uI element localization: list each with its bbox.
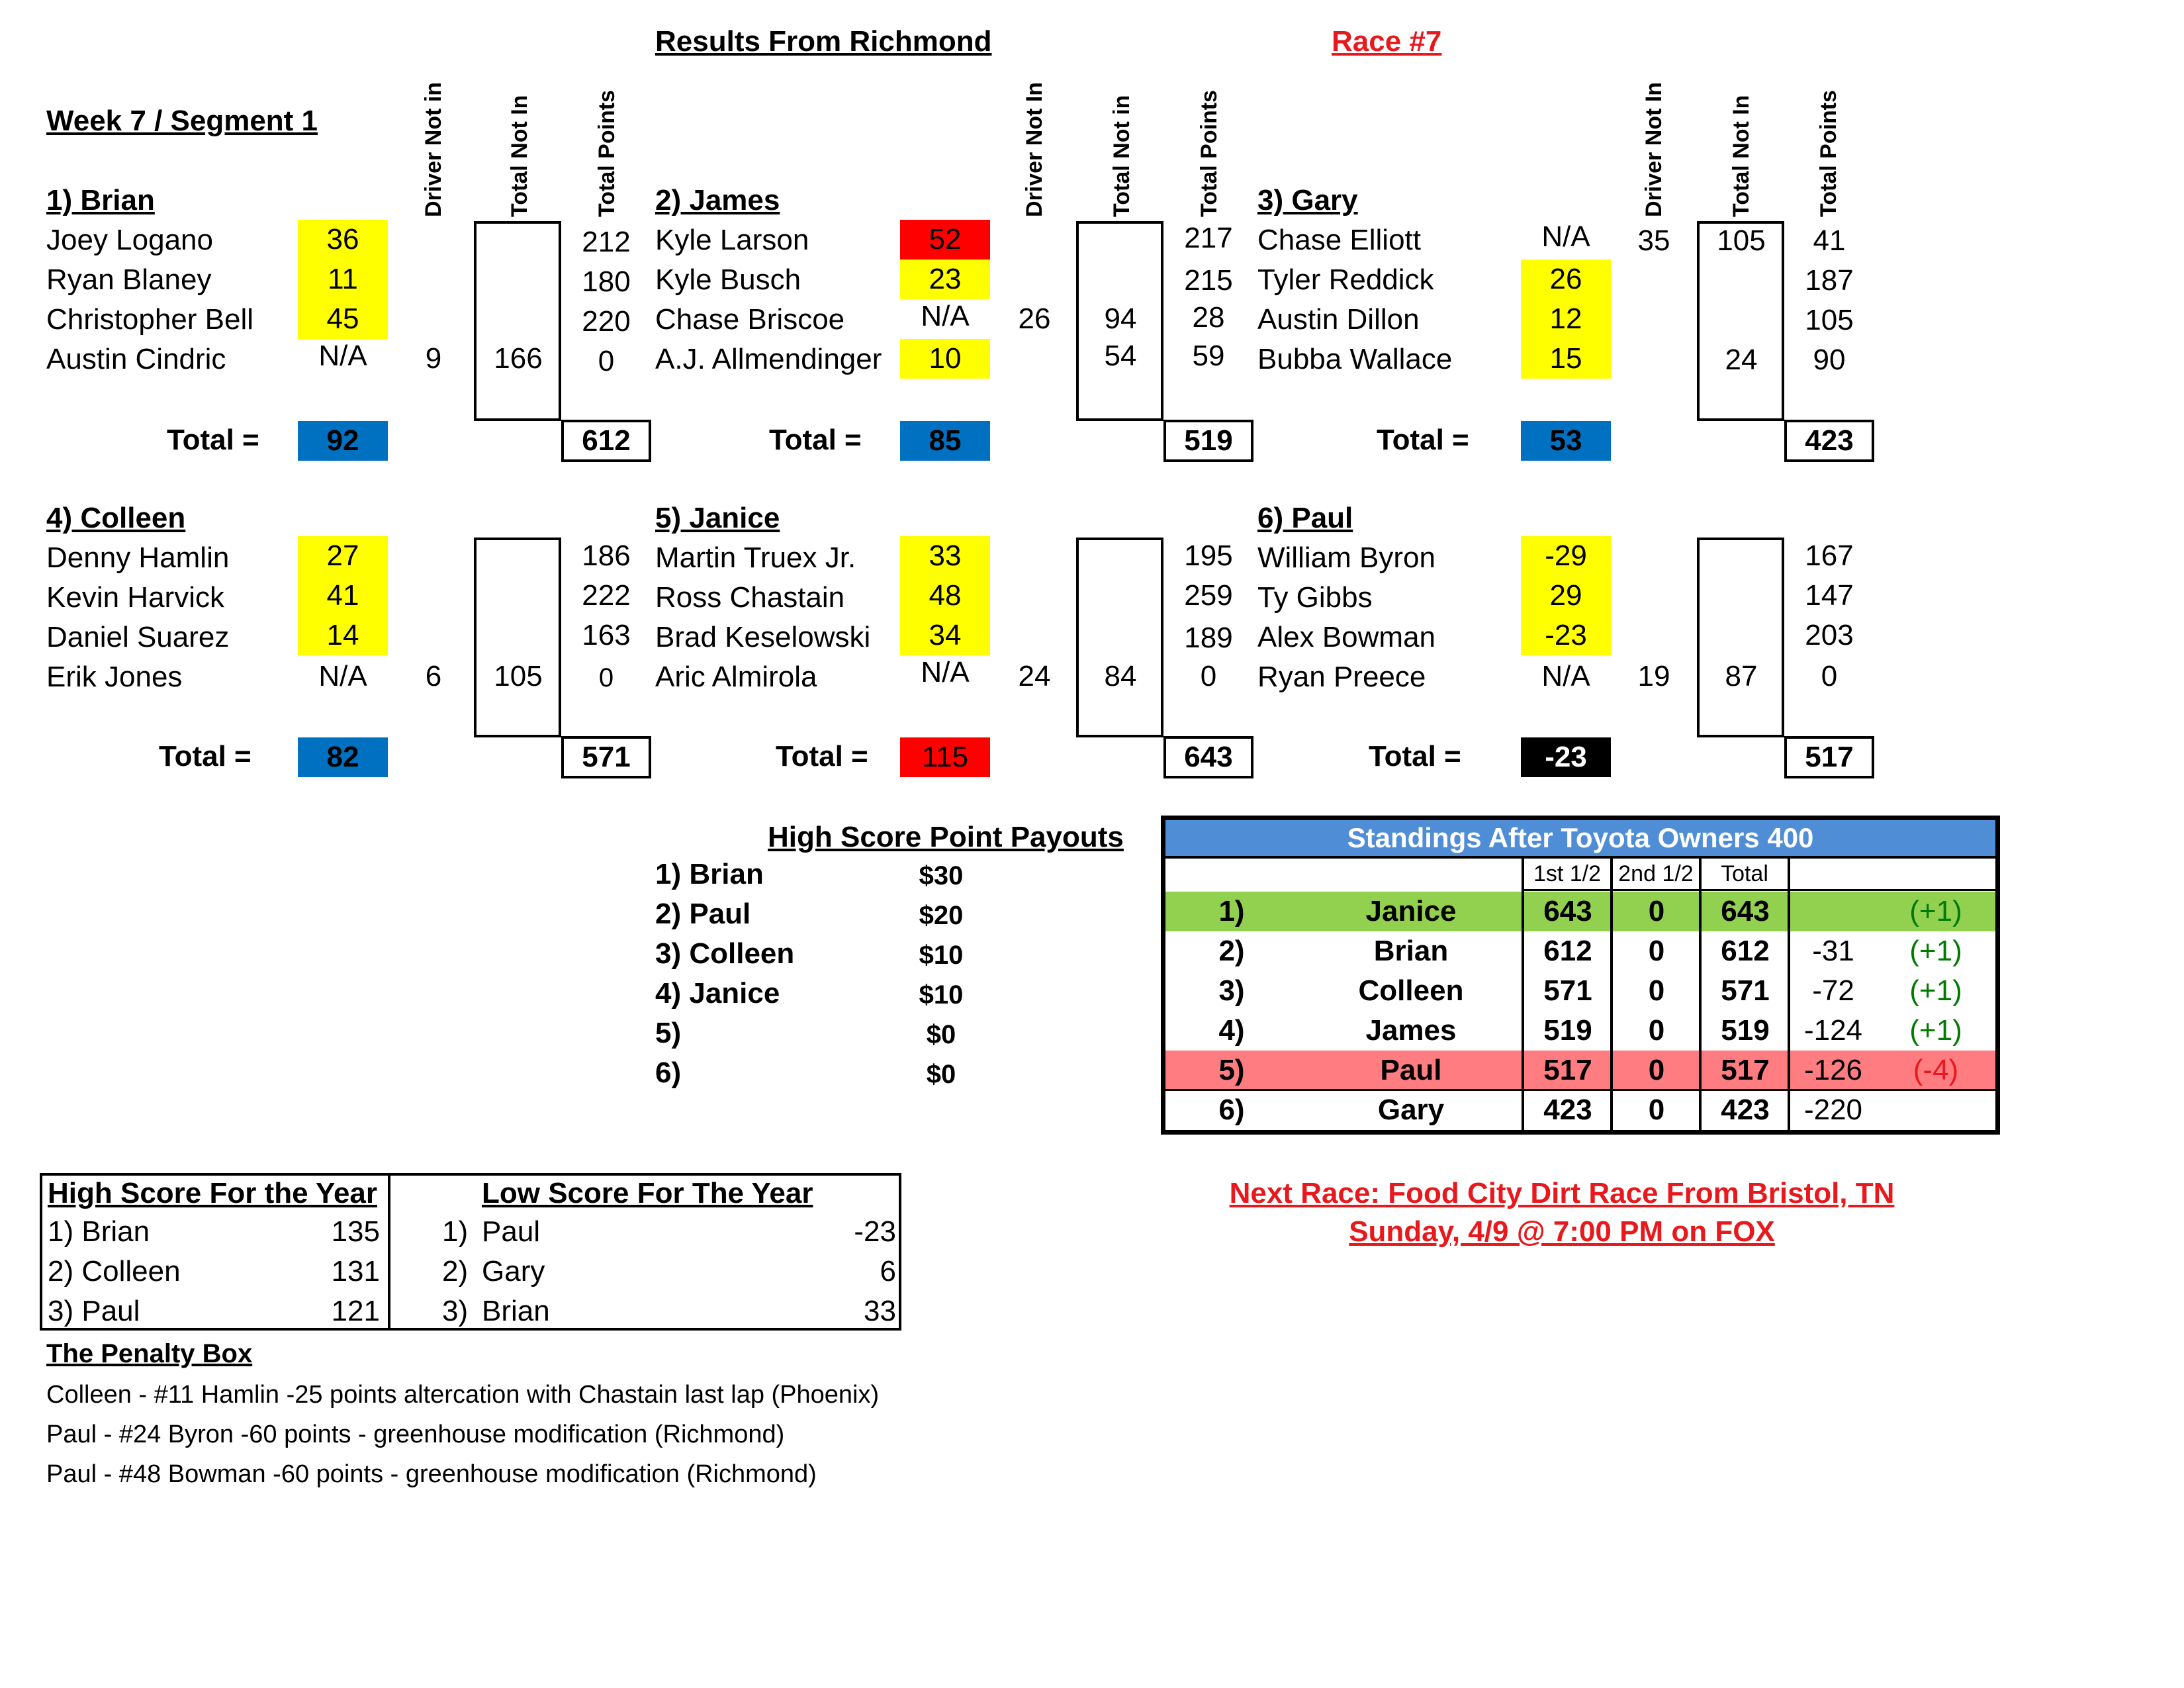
driver-points: 180 bbox=[582, 265, 631, 298]
penalty-line: Colleen - #11 Hamlin -25 points altercation with Chastain last lap (Phoenix) bbox=[46, 1381, 880, 1409]
team-name: 4) Colleen bbox=[46, 502, 186, 534]
table-row bbox=[1165, 892, 1995, 931]
rank: 1) bbox=[1218, 895, 1245, 927]
payout-amount: $0 bbox=[926, 1020, 956, 1049]
penalty-title: The Penalty Box bbox=[46, 1339, 253, 1368]
payout-name: 2) Paul bbox=[655, 898, 751, 930]
high-score-value: 135 bbox=[331, 1215, 380, 1248]
standings-title: Standings After Toyota Owners 400 bbox=[1165, 820, 1995, 859]
total-points: 612 bbox=[1721, 935, 1770, 967]
payout-name: 5) bbox=[655, 1017, 682, 1049]
col-second-half: 2nd 1/2 bbox=[1618, 861, 1694, 886]
driver-points: 147 bbox=[1805, 579, 1854, 612]
second-half-points: 0 bbox=[1648, 1094, 1665, 1126]
col-header-total-points: Total Points bbox=[1197, 89, 1222, 217]
low-score-rank: 3) bbox=[442, 1295, 469, 1327]
divider bbox=[1522, 856, 1524, 1130]
low-score-name: Gary bbox=[482, 1255, 545, 1288]
driver-name: Tyler Reddick bbox=[1257, 263, 1434, 296]
driver-points: 259 bbox=[1184, 579, 1233, 612]
driver-points: 163 bbox=[582, 619, 631, 651]
driver-points: 41 bbox=[1813, 224, 1846, 257]
second-half-points: 0 bbox=[1648, 935, 1665, 967]
next-race-line2: Sunday, 4/9 @ 7:00 PM on FOX bbox=[1349, 1215, 1775, 1248]
rank: 5) bbox=[1218, 1054, 1245, 1086]
driver-name: Denny Hamlin bbox=[46, 541, 230, 574]
rank: 2) bbox=[1218, 935, 1245, 967]
driver-points: 28 bbox=[1192, 301, 1225, 334]
driver-position: N/A bbox=[921, 656, 970, 688]
driver-points: 220 bbox=[582, 305, 631, 338]
driver-position: N/A bbox=[318, 660, 367, 692]
driver-position: -23 bbox=[1521, 616, 1611, 655]
driver-points: 59 bbox=[1192, 340, 1225, 372]
total-not-in-value: 54 bbox=[1104, 340, 1137, 372]
second-half-points: 0 bbox=[1648, 1014, 1665, 1047]
driver-position: 11 bbox=[298, 259, 388, 299]
table-row bbox=[1165, 1090, 1995, 1130]
total-label: Total = bbox=[769, 424, 862, 456]
high-score-name: 1) Brian bbox=[48, 1215, 150, 1248]
col-header-total-not-in: Total Not In bbox=[1729, 95, 1754, 217]
driver-not-in-value: 35 bbox=[1637, 224, 1670, 257]
total-label: Total = bbox=[159, 740, 251, 773]
year-scores-box bbox=[40, 1173, 901, 1331]
team-total: 92 bbox=[298, 421, 388, 461]
driver-points: 0 bbox=[1200, 660, 1217, 692]
driver-points: 167 bbox=[1805, 539, 1854, 572]
first-half-points: 517 bbox=[1543, 1054, 1592, 1086]
driver-points: 105 bbox=[1805, 304, 1854, 336]
driver-not-in-value: 19 bbox=[1637, 660, 1670, 692]
total-not-in-value: 84 bbox=[1104, 660, 1137, 692]
divider bbox=[1788, 856, 1790, 1130]
driver-position: 15 bbox=[1521, 339, 1611, 379]
next-race-line1: Next Race: Food City Dirt Race From Bristol, TN bbox=[1229, 1177, 1895, 1209]
driver-name: Christopher Bell bbox=[46, 303, 254, 336]
driver-name: Austin Cindric bbox=[46, 343, 226, 375]
low-score-value: 33 bbox=[864, 1295, 896, 1327]
col-header-driver-not-in: Driver Not In bbox=[1022, 81, 1047, 217]
team-total-points: 571 bbox=[561, 736, 651, 778]
total-not-in-box bbox=[1697, 538, 1784, 737]
driver-position: 45 bbox=[298, 299, 388, 339]
low-score-value: -23 bbox=[854, 1215, 896, 1248]
payout-name: 3) Colleen bbox=[655, 937, 795, 970]
driver-position: N/A bbox=[1541, 220, 1590, 253]
page-title: Results From Richmond bbox=[655, 25, 992, 58]
points-behind: -31 bbox=[1812, 935, 1854, 967]
total-points: 643 bbox=[1721, 895, 1770, 927]
high-score-title: High Score For the Year bbox=[48, 1177, 378, 1209]
total-not-in-box bbox=[474, 538, 561, 737]
team-name: 5) Janice bbox=[655, 502, 780, 534]
team-name: 2) James bbox=[655, 184, 780, 216]
driver-not-in-value: 24 bbox=[1018, 660, 1051, 692]
payout-amount: $10 bbox=[919, 941, 964, 970]
driver-position: 23 bbox=[900, 259, 990, 299]
owner-name: Janice bbox=[1365, 895, 1457, 927]
driver-points: 203 bbox=[1805, 619, 1854, 651]
driver-points: 187 bbox=[1805, 264, 1854, 297]
low-score-name: Paul bbox=[482, 1215, 541, 1248]
total-not-in-box bbox=[474, 221, 561, 421]
driver-position: N/A bbox=[318, 340, 367, 372]
first-half-points: 643 bbox=[1543, 895, 1592, 927]
payouts-title: High Score Point Payouts bbox=[768, 821, 1124, 853]
driver-name: Austin Dillon bbox=[1257, 303, 1420, 336]
driver-name: Chase Briscoe bbox=[655, 303, 845, 336]
team-total: 115 bbox=[900, 737, 990, 777]
driver-name: A.J. Allmendinger bbox=[655, 343, 882, 375]
driver-position: 27 bbox=[298, 536, 388, 576]
team-total-points: 517 bbox=[1784, 736, 1874, 778]
driver-name: Erik Jones bbox=[46, 661, 183, 693]
driver-points: 215 bbox=[1184, 264, 1233, 297]
driver-name: Kyle Larson bbox=[655, 224, 809, 256]
high-score-name: 2) Colleen bbox=[48, 1255, 181, 1288]
driver-position: 14 bbox=[298, 616, 388, 655]
rank-change: (+1) bbox=[1909, 895, 1962, 927]
points-behind: -72 bbox=[1812, 974, 1854, 1007]
driver-position: 48 bbox=[900, 576, 990, 616]
driver-points: 217 bbox=[1184, 222, 1233, 254]
payout-name: 1) Brian bbox=[655, 858, 764, 890]
first-half-points: 612 bbox=[1543, 935, 1592, 967]
payout-amount: $10 bbox=[919, 980, 964, 1009]
driver-name: Ty Gibbs bbox=[1257, 581, 1373, 614]
team-total-points: 643 bbox=[1163, 736, 1253, 778]
penalty-line: Paul - #48 Bowman -60 points - greenhouse modification (Richmond) bbox=[46, 1460, 817, 1488]
col-header-total-not-in: Total Not In bbox=[507, 95, 532, 217]
divider bbox=[1524, 889, 1995, 891]
driver-position: 12 bbox=[1521, 299, 1611, 339]
driver-name: Bubba Wallace bbox=[1257, 343, 1453, 375]
rank-change: (+1) bbox=[1909, 935, 1962, 967]
payout-amount: $30 bbox=[919, 861, 964, 890]
driver-position: -29 bbox=[1521, 536, 1611, 576]
team-total: -23 bbox=[1521, 737, 1611, 777]
driver-points: 0 bbox=[598, 345, 615, 377]
standings-header-row bbox=[1165, 859, 1995, 889]
total-points: 423 bbox=[1721, 1094, 1770, 1126]
table-row bbox=[1165, 931, 1995, 971]
driver-position: N/A bbox=[1541, 660, 1590, 692]
low-score-title: Low Score For The Year bbox=[482, 1177, 813, 1209]
rank: 6) bbox=[1218, 1094, 1245, 1126]
driver-position: 33 bbox=[900, 536, 990, 576]
col-first-half: 1st 1/2 bbox=[1533, 861, 1602, 886]
driver-points: 186 bbox=[582, 539, 631, 572]
driver-position: 10 bbox=[900, 339, 990, 379]
rank-change: (+1) bbox=[1909, 974, 1962, 1007]
total-label: Total = bbox=[1369, 740, 1461, 773]
driver-position: 34 bbox=[900, 616, 990, 655]
driver-name: Daniel Suarez bbox=[46, 621, 230, 653]
total-not-in-value: 94 bbox=[1104, 303, 1137, 335]
driver-position: 29 bbox=[1521, 576, 1611, 616]
rank-change: (+1) bbox=[1909, 1014, 1962, 1047]
driver-name: Alex Bowman bbox=[1257, 621, 1436, 653]
payout-name: 6) bbox=[655, 1056, 682, 1089]
points-behind: -126 bbox=[1803, 1054, 1863, 1086]
first-half-points: 519 bbox=[1543, 1014, 1592, 1047]
driver-position: 36 bbox=[298, 220, 388, 259]
points-behind: -220 bbox=[1803, 1094, 1863, 1126]
total-label: Total = bbox=[1377, 424, 1469, 456]
rank: 4) bbox=[1218, 1014, 1245, 1047]
team-total-points: 519 bbox=[1163, 420, 1253, 462]
high-score-value: 121 bbox=[331, 1295, 380, 1327]
low-score-rank: 1) bbox=[442, 1215, 469, 1248]
owner-name: Brian bbox=[1373, 935, 1449, 967]
team-total: 53 bbox=[1521, 421, 1611, 461]
penalty-line: Paul - #24 Byron -60 points - greenhouse modification (Richmond) bbox=[46, 1421, 785, 1448]
owner-name: James bbox=[1365, 1014, 1457, 1047]
driver-name: Brad Keselowski bbox=[655, 621, 871, 653]
second-half-points: 0 bbox=[1648, 974, 1665, 1007]
low-score-name: Brian bbox=[482, 1295, 550, 1327]
driver-points: 0 bbox=[1821, 660, 1838, 692]
rank-change: (-4) bbox=[1913, 1054, 1959, 1086]
driver-name: Kyle Busch bbox=[655, 263, 801, 296]
driver-position: 52 bbox=[900, 220, 990, 259]
total-points: 517 bbox=[1721, 1054, 1770, 1086]
driver-name: Martin Truex Jr. bbox=[655, 541, 856, 574]
owner-name: Paul bbox=[1380, 1054, 1442, 1086]
driver-not-in-value: 26 bbox=[1018, 303, 1051, 335]
driver-name: Aric Almirola bbox=[655, 661, 817, 693]
team-name: 1) Brian bbox=[46, 184, 155, 216]
driver-not-in-value: 6 bbox=[425, 660, 442, 692]
driver-name: Joey Logano bbox=[46, 224, 213, 256]
total-label: Total = bbox=[776, 740, 868, 773]
table-row bbox=[1165, 1051, 1995, 1090]
first-half-points: 571 bbox=[1543, 974, 1592, 1007]
col-header-driver-not-in: Driver Not in bbox=[421, 81, 446, 217]
driver-points: 222 bbox=[582, 579, 631, 612]
week-segment: Week 7 / Segment 1 bbox=[46, 105, 318, 137]
low-score-rank: 2) bbox=[442, 1255, 469, 1288]
total-not-in-value: 87 bbox=[1725, 660, 1758, 692]
total-points: 519 bbox=[1721, 1014, 1770, 1047]
team-total: 85 bbox=[900, 421, 990, 461]
driver-points: 189 bbox=[1184, 622, 1233, 654]
driver-points: 0 bbox=[598, 663, 614, 692]
second-half-points: 0 bbox=[1648, 1054, 1665, 1086]
driver-position: 41 bbox=[298, 576, 388, 616]
total-label: Total = bbox=[167, 424, 259, 456]
driver-name: Kevin Harvick bbox=[46, 581, 224, 614]
second-half-points: 0 bbox=[1648, 895, 1665, 927]
high-score-name: 3) Paul bbox=[48, 1295, 140, 1327]
team-total: 82 bbox=[298, 737, 388, 777]
standings-table bbox=[1161, 816, 2000, 1135]
driver-not-in-value: 9 bbox=[425, 342, 442, 375]
total-not-in-value: 24 bbox=[1725, 344, 1758, 376]
driver-name: Chase Elliott bbox=[1257, 224, 1422, 256]
col-header-total-points: Total Points bbox=[1816, 89, 1841, 217]
divider bbox=[388, 1176, 390, 1328]
driver-name: Ross Chastain bbox=[655, 581, 845, 614]
driver-points: 90 bbox=[1813, 344, 1846, 376]
payout-amount: $20 bbox=[919, 901, 964, 930]
col-header-total-points: Total Points bbox=[594, 89, 619, 217]
team-name: 6) Paul bbox=[1257, 502, 1353, 534]
owner-name: Gary bbox=[1377, 1094, 1445, 1126]
driver-points: 195 bbox=[1184, 539, 1233, 572]
col-total: Total bbox=[1721, 861, 1768, 886]
rank: 3) bbox=[1218, 974, 1245, 1007]
driver-points: 212 bbox=[582, 226, 631, 258]
divider bbox=[1699, 856, 1702, 1130]
points-behind: -124 bbox=[1803, 1014, 1863, 1047]
driver-name: William Byron bbox=[1257, 541, 1435, 574]
team-total-points: 612 bbox=[561, 420, 651, 462]
table-row bbox=[1165, 1011, 1995, 1051]
divider bbox=[1610, 856, 1613, 1130]
owner-name: Colleen bbox=[1358, 974, 1464, 1007]
total-not-in-value: 166 bbox=[494, 342, 543, 375]
driver-position: 26 bbox=[1521, 259, 1611, 299]
low-score-value: 6 bbox=[880, 1255, 896, 1288]
total-not-in-box bbox=[1076, 538, 1163, 737]
table-row bbox=[1165, 971, 1995, 1011]
total-not-in-value: 105 bbox=[494, 660, 543, 692]
race-number: Race #7 bbox=[1332, 25, 1442, 58]
divider bbox=[1165, 1089, 1995, 1091]
driver-name: Ryan Blaney bbox=[46, 263, 212, 296]
team-total-points: 423 bbox=[1784, 420, 1874, 462]
driver-position: N/A bbox=[921, 300, 970, 332]
driver-name: Ryan Preece bbox=[1257, 661, 1426, 693]
payout-name: 4) Janice bbox=[655, 977, 780, 1009]
total-not-in-value: 105 bbox=[1717, 224, 1766, 257]
team-name: 3) Gary bbox=[1257, 184, 1358, 216]
first-half-points: 423 bbox=[1543, 1094, 1592, 1126]
high-score-value: 131 bbox=[331, 1255, 380, 1288]
payout-amount: $0 bbox=[926, 1060, 956, 1089]
total-points: 571 bbox=[1721, 974, 1770, 1007]
col-header-total-not-in: Total Not in bbox=[1109, 95, 1134, 217]
col-header-driver-not-in: Driver Not In bbox=[1641, 81, 1666, 217]
